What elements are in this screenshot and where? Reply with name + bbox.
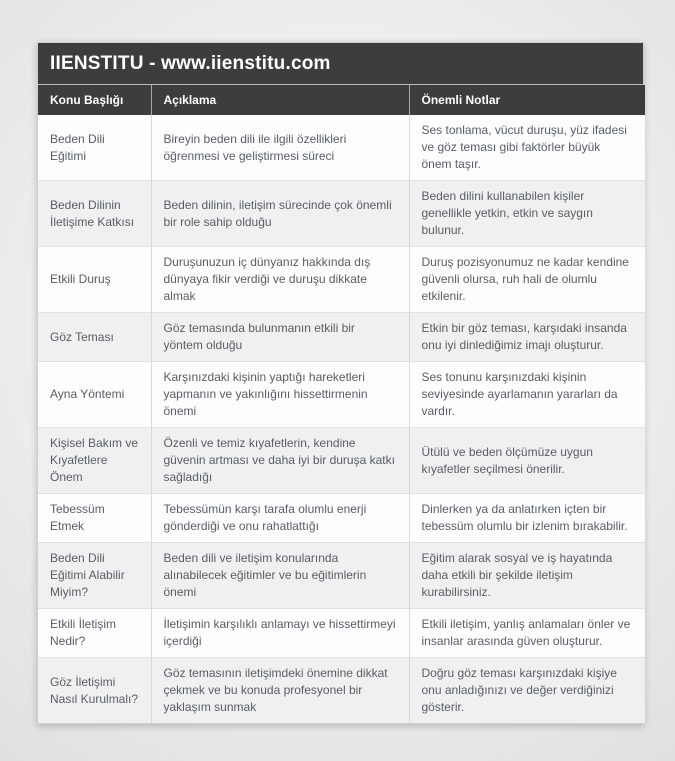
notes-cell: Eğitim alarak sosyal ve iş hayatında daha etkili bir şekilde iletişim kurabilirsiniz. — [409, 543, 645, 609]
table-row — [38, 115, 645, 181]
notes-cell: Etkili iletişim, yanlış anlamaları önler ve insanlar arasında güven oluşturur. — [409, 609, 645, 658]
table-row — [38, 313, 645, 362]
page-title: IIENSTITU - www.iienstitu.com — [38, 43, 643, 85]
table-row — [38, 428, 645, 494]
column-header-description: Açıklama — [151, 85, 409, 115]
table-row — [38, 181, 645, 247]
table-row — [38, 609, 645, 658]
column-header-topic: Konu Başlığı — [38, 85, 151, 115]
notes-cell: Doğru göz teması karşınızdaki kişiye onu anladığınızı ve değer verdiğinizi gösterir. — [409, 658, 645, 724]
table-header — [38, 85, 645, 115]
description-cell: Karşınızdaki kişinin yaptığı hareketleri yapmanın ve yakınlığını hissettirmenin önemi — [151, 362, 409, 428]
topic-cell: Kişisel Bakım ve Kıyafetlere Önem — [38, 428, 151, 494]
notes-cell: Ses tonlama, vücut duruşu, yüz ifadesi ve göz teması gibi faktörler büyük önem taşır. — [409, 115, 645, 181]
content-table-card — [37, 42, 644, 724]
table-header-row — [38, 85, 645, 115]
notes-cell: Ütülü ve beden ölçümüze uygun kıyafetler seçilmesi önerilir. — [409, 428, 645, 494]
topic-cell: Göz Teması — [38, 313, 151, 362]
description-cell: Beden dilinin, iletişim sürecinde çok önemli bir role sahip olduğu — [151, 181, 409, 247]
topic-cell: Etkili İletişim Nedir? — [38, 609, 151, 658]
topic-cell: Etkili Duruş — [38, 247, 151, 313]
notes-cell: Beden dilini kullanabilen kişiler genellikle yetkin, etkin ve saygın bulunur. — [409, 181, 645, 247]
table-row — [38, 247, 645, 313]
topic-cell: Beden Dilinin İletişime Katkısı — [38, 181, 151, 247]
description-cell: Beden dili ve iletişim konularında alınabilecek eğitimler ve bu eğitimlerin önemi — [151, 543, 409, 609]
description-cell: Bireyin beden dili ile ilgili özellikleri öğrenmesi ve geliştirmesi süreci — [151, 115, 409, 181]
description-cell: İletişimin karşılıklı anlamayı ve hissettirmeyi içerdiği — [151, 609, 409, 658]
table-row — [38, 362, 645, 428]
notes-cell: Duruş pozisyonumuz ne kadar kendine güvenli olursa, ruh hali de olumlu etkilenir. — [409, 247, 645, 313]
description-cell: Göz temasında bulunmanın etkili bir yöntem olduğu — [151, 313, 409, 362]
notes-cell: Ses tonunu karşınızdaki kişinin seviyesinde ayarlamanın yararları da vardır. — [409, 362, 645, 428]
description-cell: Göz temasının iletişimdeki önemine dikkat çekmek ve bu konuda profesyonel bir yaklaşım sunmak — [151, 658, 409, 724]
description-cell: Tebessümün karşı tarafa olumlu enerji gönderdiği ve onu rahatlattığı — [151, 494, 409, 543]
notes-cell: Etkin bir göz teması, karşıdaki insanda onu iyi dinlediğimiz imajı oluşturur. — [409, 313, 645, 362]
table-row — [38, 494, 645, 543]
topic-cell: Beden Dili Eğitimi Alabilir Miyim? — [38, 543, 151, 609]
table-row — [38, 658, 645, 724]
topic-cell: Beden Dili Eğitimi — [50, 131, 105, 163]
description-cell: Duruşunuzun iç dünyanız hakkında dış dünyaya fikir verdiği ve duruşu dikkate almak — [151, 247, 409, 313]
notes-cell: Dinlerken ya da anlatırken içten bir tebessüm olumlu bir izlenim bırakabilir. — [409, 494, 645, 543]
table-row — [38, 543, 645, 609]
column-header-notes: Önemli Notlar — [409, 85, 645, 115]
topic-cell: Tebessüm Etmek — [38, 494, 151, 543]
topics-table — [38, 85, 645, 723]
topic-cell: Ayna Yöntemi — [38, 362, 151, 428]
topic-cell: Göz İletişimi Nasıl Kurulmalı? — [38, 658, 151, 724]
table-body — [38, 115, 645, 723]
description-cell: Özenli ve temiz kıyafetlerin, kendine güvenin artması ve daha iyi bir duruşa katkı sağladığı — [151, 428, 409, 494]
